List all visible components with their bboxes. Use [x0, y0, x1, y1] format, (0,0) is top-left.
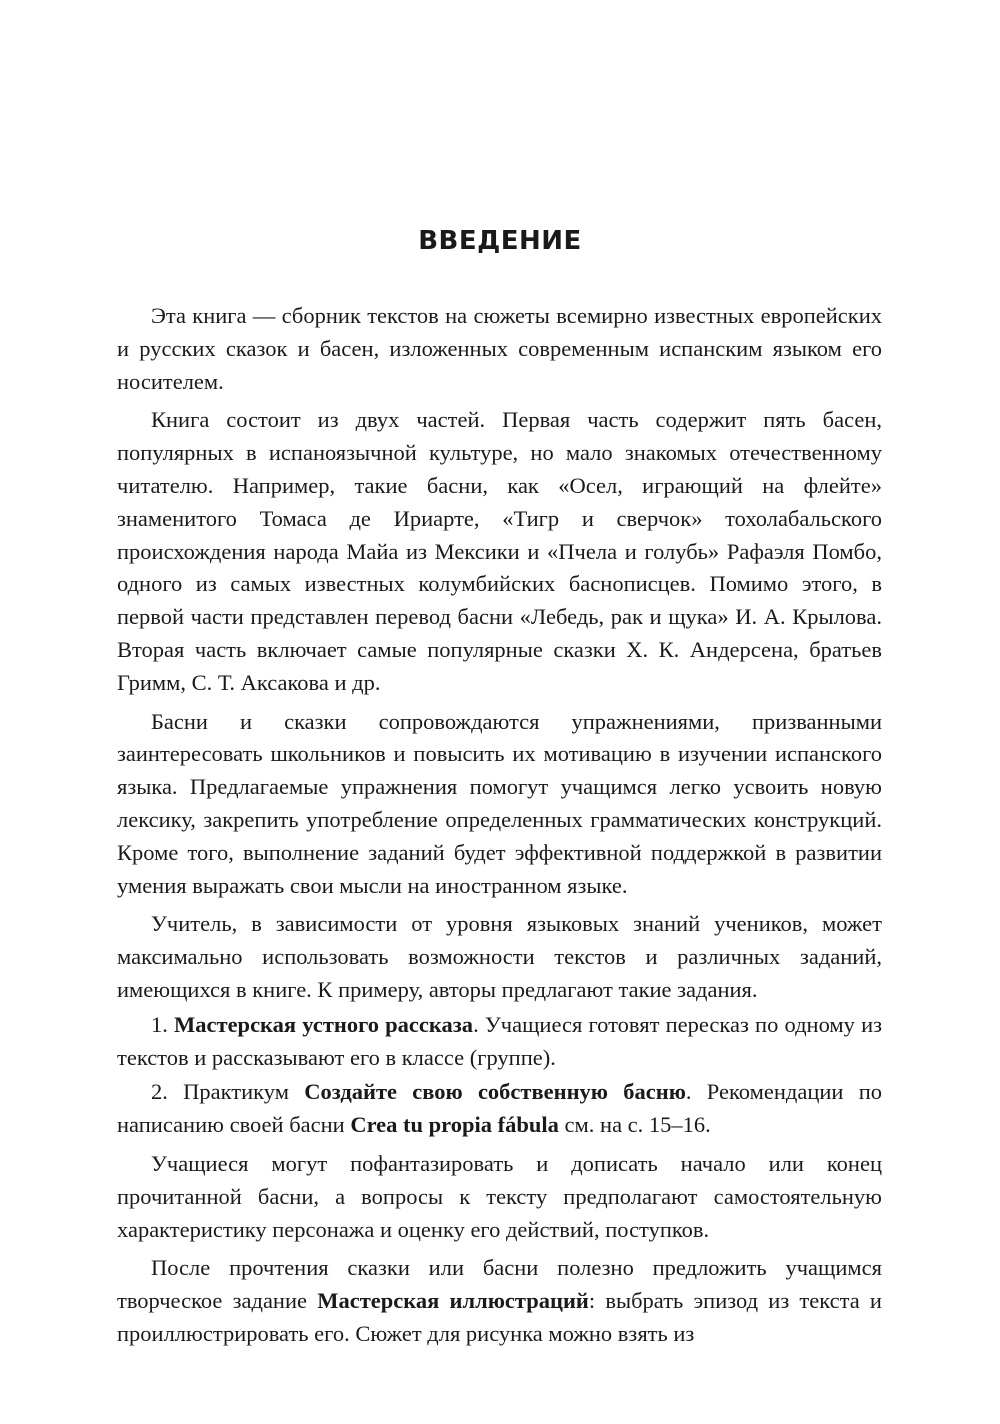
task-1-text: . Учащиеся готовят пересказ по одному из текстов и рассказывают его в классе (группе). [117, 1011, 882, 1070]
task-2-spanish-title: Crea tu propia fábula [350, 1112, 559, 1138]
paragraph-task-1 [117, 1009, 882, 1075]
paragraph-teacher: Учитель, в зависимости от уровня языковых знаний учеников, может максимально использовать возможности текстов и различных заданий, имеющихся в книге. К примеру, авторы предлагают такие задания. [117, 911, 882, 1002]
task-2-prefix: 2. Практикум [151, 1079, 305, 1105]
paragraph-imagination: Учащиеся могут пофантазировать и дописать начало или конец прочитанной басни, а вопросы к тексту предполагают самостоятельную характеристику персонажа и оценку его действий, поступков. [117, 1150, 882, 1242]
task-2-page-ref: см. на с. 15–16. [558, 1112, 711, 1138]
task-1-number: 1. [151, 1011, 168, 1037]
paragraph-intro: Эта книга — сборник текстов на сюжеты всемирно известных европейских и русских сказок и басен, изложенных современным испанским языком его носителем. [117, 303, 882, 394]
task-2-text: . Рекомендации по написанию своей басни [117, 1079, 882, 1138]
body-text [117, 300, 882, 1351]
illustration-text: : выбрать эпизод из текста и проиллюстрировать его. Сюжет для рисунка можно взять из [117, 1288, 882, 1346]
paragraph-illustration [117, 1252, 882, 1350]
illustration-title: Мастерская иллюстраций [317, 1288, 589, 1314]
paragraph-task-2 [117, 1076, 882, 1142]
task-2-title: Создайте свою собственную басню [304, 1079, 686, 1105]
illustration-prefix: После прочтения сказки или басни полезно предложить учащимся творческое задание [117, 1255, 882, 1314]
task-1-title: Мастерская устного рассказа [174, 1011, 474, 1037]
paragraph-book-structure: Книга состоит из двух частей. Первая часть содержит пять басен, популярных в испаноязычной культуре, но мало знакомых отечественному читателю. Например, такие басни, как «Осел, играющий на флейте» знаменитого Томаса де Ириарте, «Тигр и сверчок» тохолабальского происхождения народа Майа из Мексики и «Пчела и голубь» Рафаэля Помбо, одного из самых известных колумбийских баснописцев. Помимо этого, в первой части представлен перевод басни «Лебедь, рак и щука» И. А. Крылова. Вторая часть включает самые популярные сказки Х. К. Андерсена, братьев Гримм, С. Т. Аксакова и др. [117, 407, 882, 695]
paragraph-exercises: Басни и сказки сопровождаются упражнениями, призванными заинтересовать школьников и повысить их мотивацию в изучении испанского языка. Предлагаемые упражнения помогут учащимся легко усвоить новую лексику, закрепить употребление определенных грамматических конструкций. Кроме того, выполнение заданий будет эффективной поддержкой в развитии умения выражать свои мысли на иностранном языке. [117, 708, 882, 898]
page-title: ВВЕДЕНИЕ [418, 226, 582, 256]
